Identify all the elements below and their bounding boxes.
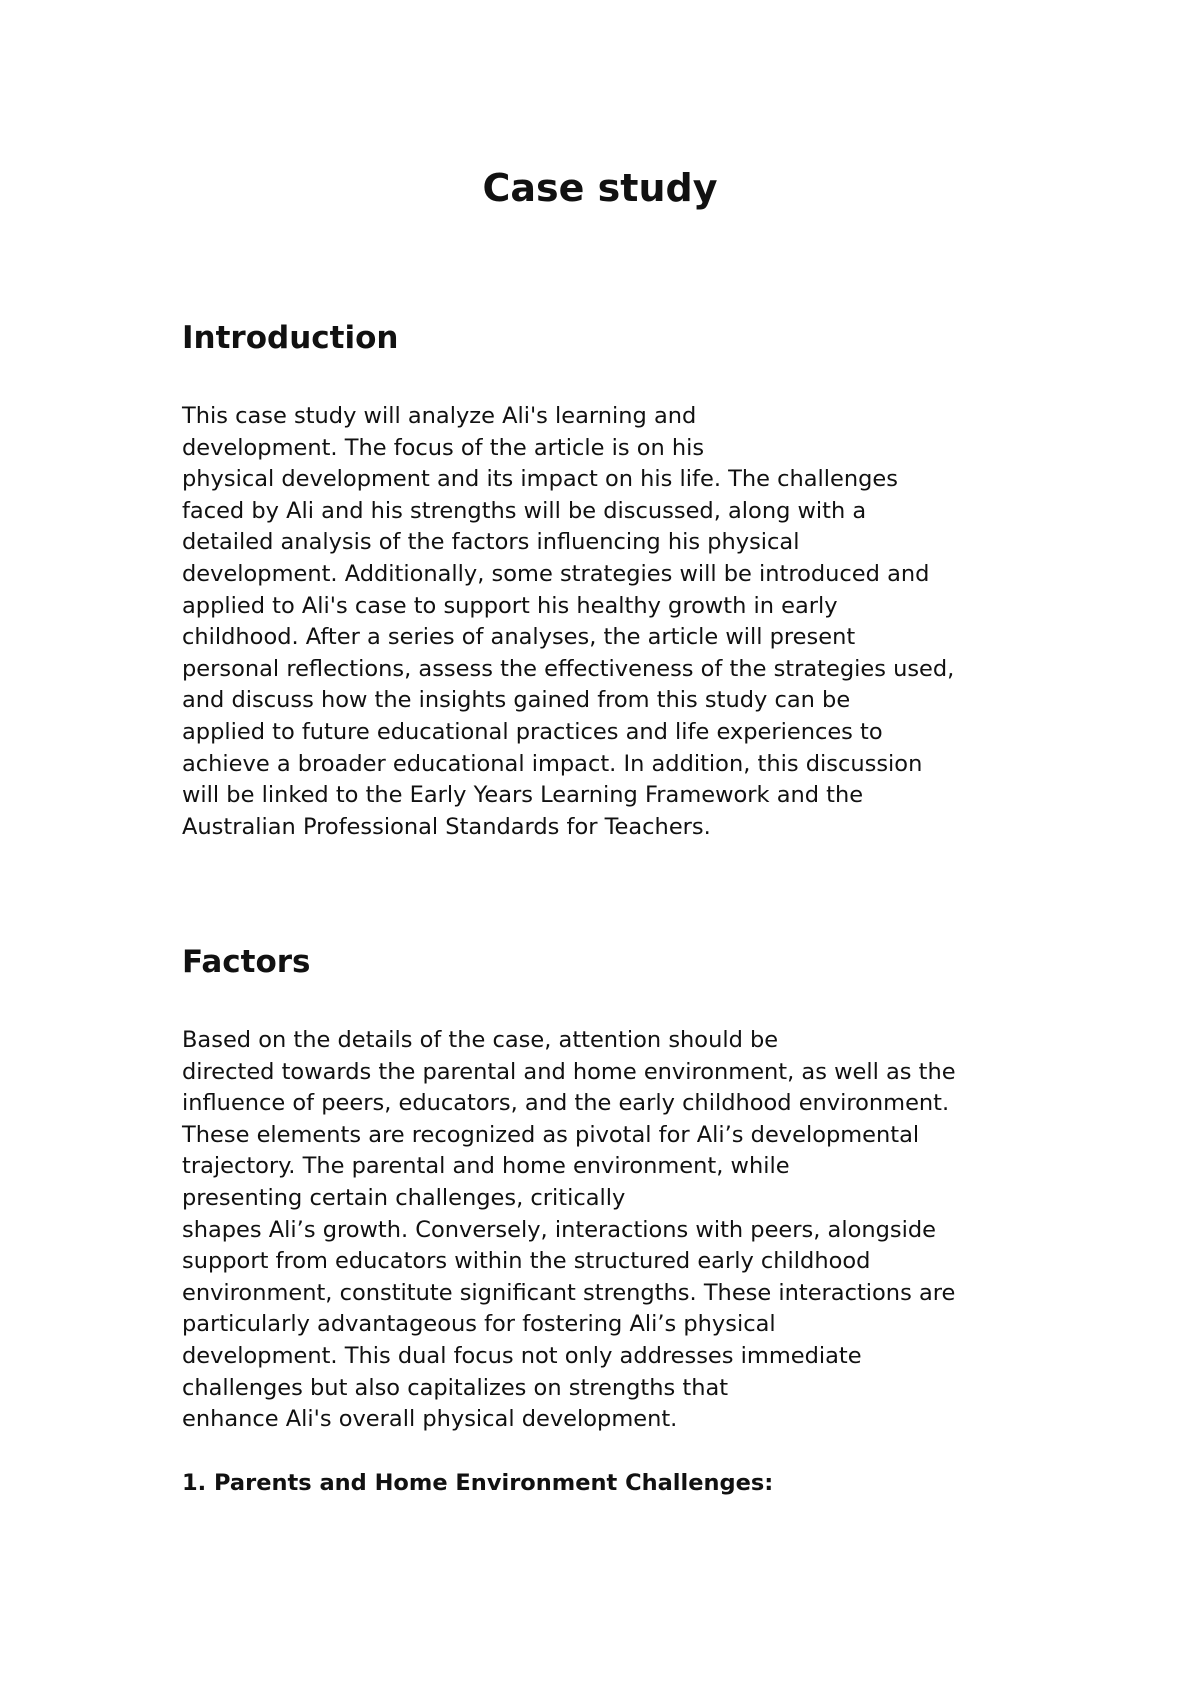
paragraph-line: These elements are recognized as pivotal for Ali’s developmental: [182, 1121, 920, 1148]
paragraph-line: presenting certain challenges, critically: [182, 1184, 626, 1211]
paragraph-line: applied to Ali's case to support his healthy growth in early: [182, 592, 838, 619]
paragraph-line: This case study will analyze Ali's learning and: [182, 403, 697, 429]
paragraph-line: achieve a broader educational impact. In addition, this discussion: [182, 750, 923, 777]
paragraph-line: directed towards the parental and home environment, as well as the: [182, 1058, 956, 1085]
paragraph-line: detailed analysis of the factors influencing his physical: [182, 529, 800, 556]
paragraph-line: support from educators within the structured early childhood: [182, 1248, 871, 1275]
paragraph-line: development. The focus of the article is on his: [182, 434, 705, 461]
introduction-paragraph: [182, 401, 954, 843]
paragraph-line: faced by Ali and his strengths will be discussed, along with a: [182, 497, 867, 524]
paragraph-line: childhood. After a series of analyses, the article will present: [182, 624, 856, 651]
paragraph-line: development. This dual focus not only addresses immediate: [182, 1342, 862, 1369]
paragraph-line: particularly advantageous for fostering Ali’s physical: [182, 1311, 776, 1338]
paragraph-line: personal reflections, assess the effectiveness of the strategies used,: [182, 655, 955, 682]
paragraph-line: environment, constitute significant strengths. These interactions are: [182, 1279, 956, 1306]
factors-paragraph: [182, 1025, 956, 1436]
paragraph-line: Australian Professional Standards for Teachers.: [182, 813, 711, 840]
paragraph-line: challenges but also capitalizes on strengths that: [182, 1374, 729, 1401]
paragraph-line: shapes Ali’s growth. Conversely, interactions with peers, alongside: [182, 1216, 937, 1243]
section-heading-introduction: Introduction: [182, 320, 399, 356]
paragraph-line: will be linked to the Early Years Learning Framework and the: [182, 782, 864, 809]
paragraph-line: applied to future educational practices and life experiences to: [182, 718, 883, 745]
paragraph-line: and discuss how the insights gained from this study can be: [182, 687, 851, 714]
section-heading-factors: Factors: [182, 944, 311, 980]
document-title: Case study: [482, 166, 718, 210]
paragraph-line: enhance Ali's overall physical development.: [182, 1406, 678, 1433]
paragraph-line: influence of peers, educators, and the early childhood environment.: [182, 1090, 950, 1117]
paragraph-line: development. Additionally, some strategies will be introduced and: [182, 560, 930, 587]
paragraph-line: Based on the details of the case, attention should be: [182, 1027, 779, 1053]
paragraph-line: trajectory. The parental and home environment, while: [182, 1153, 790, 1180]
subheading-parents-home-environment: 1. Parents and Home Environment Challenges:: [182, 1470, 774, 1496]
paragraph-line: physical development and its impact on his life. The challenges: [182, 466, 898, 493]
